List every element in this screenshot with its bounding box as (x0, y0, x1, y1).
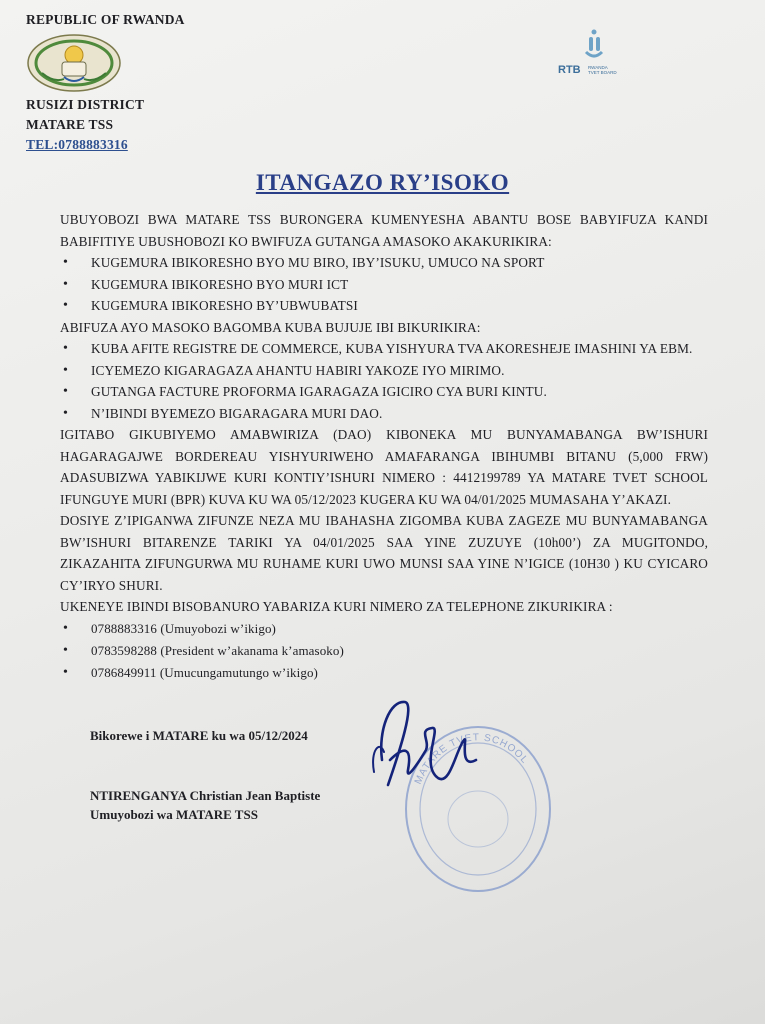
list-item: • 0788883316 (Umuyobozi w’ikigo) (63, 618, 708, 640)
rtb-logo-text: RTB (558, 64, 581, 76)
dao-paragraph: IGITABO GIKUBIYEMO AMABWIRIZA (DAO) KIBONEKA MU BUNYAMABANGA BW’ISHURI HAGARAGAJWE BORDEREAU YISHYURIWEHO AMAFARANGA IBIHUMBI BITANU (5,000 FRW) ADASUBIZWA YABIKIJWE KURI KONTIY’ISHURI NIMERO : 4412199789 YA MATARE TVET SCHOOL IFUNGUYE MURI (BPR) KUVA KU WA 05/12/2023 KUGERA KU WA 04/01/2025 MUMASAHA Y’AKAZI. (60, 427, 708, 507)
country-name: REPUBLIC OF RWANDA (26, 12, 185, 27)
contacts-intro: UKENEYE IBINDI BISOBANURO YABARIZA KURI NIMERO ZA TELEPHONE ZIKURIKIRA : (60, 599, 613, 614)
school-name: MATARE TSS (26, 117, 114, 132)
notice-body (60, 209, 708, 684)
list-item: • GUTANGA FACTURE PROFORMA IGARAGAZA IGICIRO CYA BURI KINTU. (63, 381, 708, 403)
signatory-title: Umuyobozi wa MATARE TSS (90, 807, 258, 822)
requirements-intro: ABIFUZA AYO MASOKO BAGOMBA KUBA BUJUJE IBI BIKURIKIRA: (60, 319, 481, 335)
list-item: • N’IBINDI BYEMEZO BIGARAGARA MURI DAO. (63, 403, 708, 425)
rtb-logo-icon (556, 26, 636, 82)
requirements-list (63, 338, 708, 424)
page-title: ITANGAZO RY’ISOKO (255, 170, 510, 195)
list-item: • KUGEMURA IBIKORESHO BYO MURI ICT (63, 274, 708, 296)
list-item: • ICYEMEZO KIGARAGAZA AHANTU HABIRI YAKOZE IYO MIRIMO. (63, 360, 708, 382)
signatory-name: NTIRENGANYA Christian Jean Baptiste (90, 788, 321, 803)
list-item: • KUGEMURA IBIKORESHO BYO MU BIRO, IBY’ISUKU, UMUCO NA SPORT (63, 252, 708, 274)
rtb-logo-subtext: RWANDA TVET BOARD (588, 65, 617, 75)
intro-line-2: BABIFITIYE UBUSHOBOZI KO BWIFUZA GUTANGA AMASOKO AKAKURIKIRA: (60, 233, 552, 249)
header-telephone: TEL:0788883316 (26, 137, 128, 152)
list-item: • 0786849911 (Umucungamutungo w’ikigo) (63, 662, 708, 684)
signature-mark (360, 690, 510, 800)
list-item: • 0783598288 (President w’akanama k’amasoko) (63, 640, 708, 662)
tender-list (63, 252, 708, 317)
intro-line-1: UBUYOBOZI BWA MATARE TSS BURONGERA KUMENYESHA ABANTU BOSE BABYIFUZA KANDI (60, 212, 708, 227)
list-item: • KUGEMURA IBIKORESHO BY’UBWUBATSI (63, 295, 708, 317)
contacts-list (63, 618, 708, 684)
list-item: • KUBA AFITE REGISTRE DE COMMERCE, KUBA YISHYURA TVA AKORESHEJE IMASHINI YA EBM. (63, 338, 708, 360)
district-name: RUSIZI DISTRICT (26, 97, 145, 112)
submission-paragraph: DOSIYE Z’IPIGANWA ZIFUNZE NEZA MU IBAHASHA ZIGOMBA KUBA ZAGEZE MU BUNYAMABANGA BW’ISHURI BITARENZE TARIKI YA 04/01/2025 SAA YINE ZUZUYE (10h00’) ZA MUGITONDO, ZIKAZAHITA ZIFUNGURWA MU RUHAME KURI UWO MUNSI SAA YINE N’IGICE (10H30 ) KU CYICARO CY’IRYO SHURI. (60, 513, 708, 593)
coat-of-arms-icon (24, 33, 124, 93)
signed-place-date: Bikorewe i MATARE ku wa 05/12/2024 (90, 728, 308, 743)
stamp-text: MATARE TVET SCHOOL (412, 732, 531, 787)
